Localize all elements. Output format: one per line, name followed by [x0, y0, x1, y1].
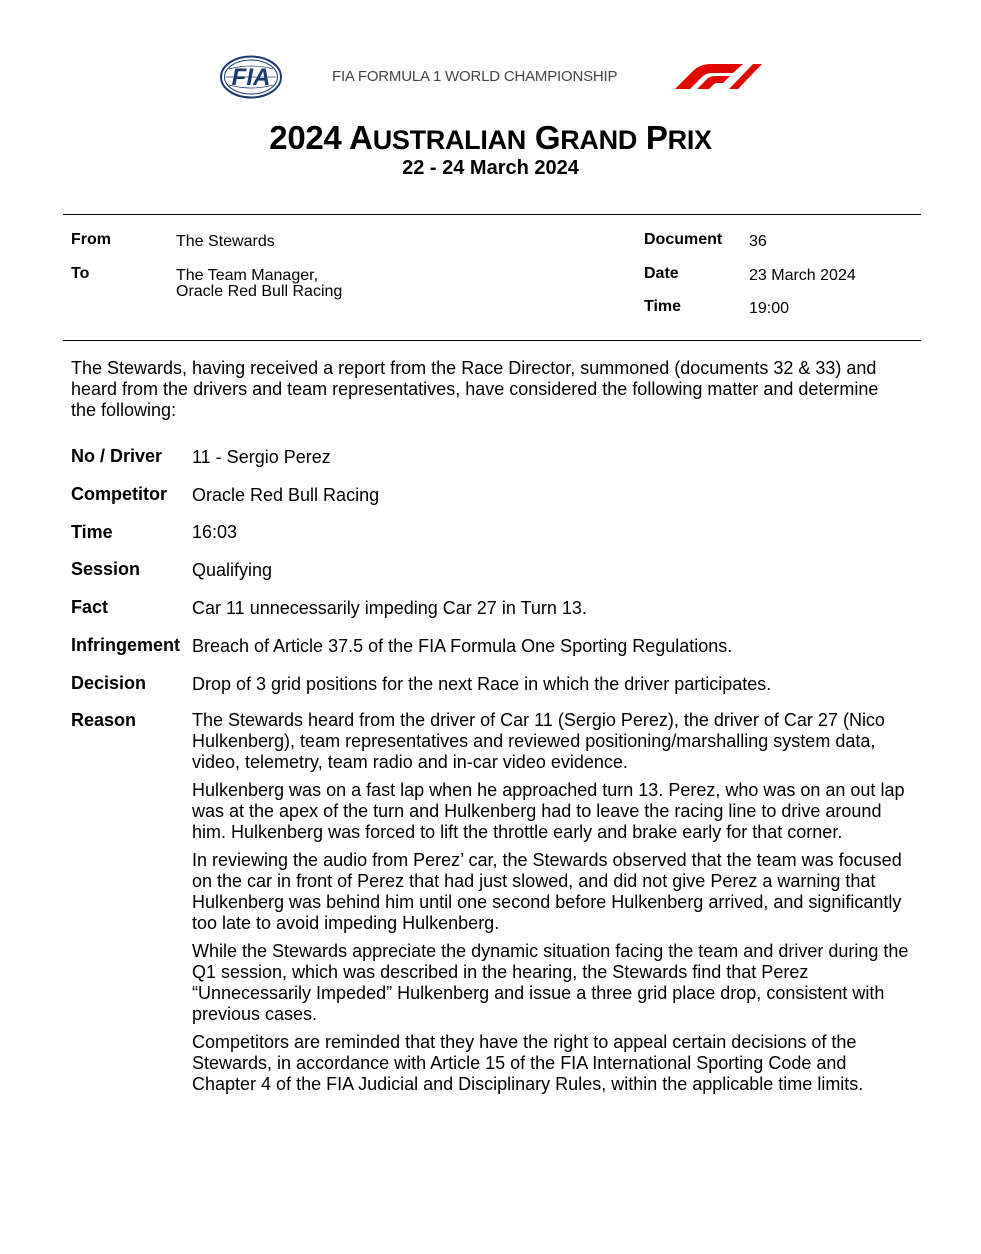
infringement-value: Breach of Article 37.5 of the FIA Formula One Sporting Regulations.: [192, 636, 733, 656]
from-value: The Stewards: [176, 233, 275, 250]
svg-text:FIA: FIA: [231, 64, 271, 91]
fia-logo-icon: [219, 55, 283, 99]
decision-label: Decision: [71, 673, 147, 693]
from-label: From: [71, 231, 111, 248]
reason-text: [192, 710, 912, 1102]
incident-time-value: 16:03: [192, 522, 238, 542]
time-value: 19:00: [749, 300, 790, 317]
reason-paragraph: While the Stewards appreciate the dynamic situation facing the team and driver during the Q1 session, which was described in the hearing, the Stewards find that Perez “Unnecessarily Impeded” Hulkenberg and issue a three grid place drop, consistent with previous cases.: [192, 941, 909, 1024]
decision-value: Drop of 3 grid positions for the next Race in which the driver participates.: [192, 674, 772, 694]
driver-label: No / Driver: [71, 446, 163, 466]
document-label: Document: [644, 231, 723, 248]
divider-top: [63, 214, 921, 215]
competitor-label: Competitor: [71, 484, 167, 504]
reason-label: Reason: [71, 710, 137, 730]
to-value-line1: The Team Manager,: [176, 267, 319, 284]
session-label: Session: [71, 559, 141, 579]
reason-paragraph: Hulkenberg was on a fast lap when he approached turn 13. Perez, who was on an out lap was at the apex of the turn and Hulkenberg had to leave the racing line to drive around him. Hulkenberg was forced to lift the throttle early and brake early for that corner.: [192, 780, 905, 842]
intro-paragraph: The Stewards, having received a report from the Race Director, summoned (documents 32 & 33) and heard from the drivers and team representatives, have considered the following matter and determine the following:: [71, 358, 879, 420]
reason-paragraph: The Stewards heard from the driver of Car 11 (Sergio Perez), the driver of Car 27 (Nico Hulkenberg), team representatives and reviewed positioning/marshalling system data, video, telemetry, team radio and in-car video evidence.: [192, 710, 885, 772]
reason-paragraph: In reviewing the audio from Perez’ car, the Stewards observed that the team was focused on the car in front of Perez that had just slowed, and did not give Perez a warning that Hulkenberg was behind him until one second before Hulkenberg arrived, and significantly too late to avoid impeding Hulkenberg.: [192, 850, 902, 933]
to-value-line2: Oracle Red Bull Racing: [176, 283, 343, 300]
fact-label: Fact: [71, 597, 109, 617]
infringement-label: Infringement: [71, 635, 181, 655]
incident-time-label: Time: [71, 522, 113, 542]
driver-value: 11 - Sergio Perez: [192, 447, 331, 467]
fact-value: Car 11 unnecessarily impeding Car 27 in Turn 13.: [192, 598, 587, 618]
competitor-value: Oracle Red Bull Racing: [192, 485, 380, 505]
session-value: Qualifying: [192, 560, 273, 580]
time-label: Time: [644, 298, 682, 315]
race-title: 2024 AUSTRALIAN GRAND PRIX: [269, 119, 712, 156]
date-label: Date: [644, 265, 679, 282]
to-label: To: [71, 265, 90, 282]
race-dates: 22 - 24 March 2024: [402, 157, 579, 179]
document-value: 36: [749, 233, 767, 250]
header-logo-row: [0, 52, 981, 102]
date-value: 23 March 2024: [749, 267, 856, 284]
divider-bottom: [63, 340, 921, 341]
reason-paragraph: Competitors are reminded that they have the right to appeal certain decisions of the Stewards, in accordance with Article 15 of the FIA International Sporting Code and Chapter 4 of the FIA Judicial and Disciplinary Rules, within the applicable time limits.: [192, 1032, 864, 1094]
championship-title: FIA FORMULA 1 WORLD CHAMPIONSHIP: [332, 68, 618, 85]
f1-logo-icon: [671, 63, 763, 89]
